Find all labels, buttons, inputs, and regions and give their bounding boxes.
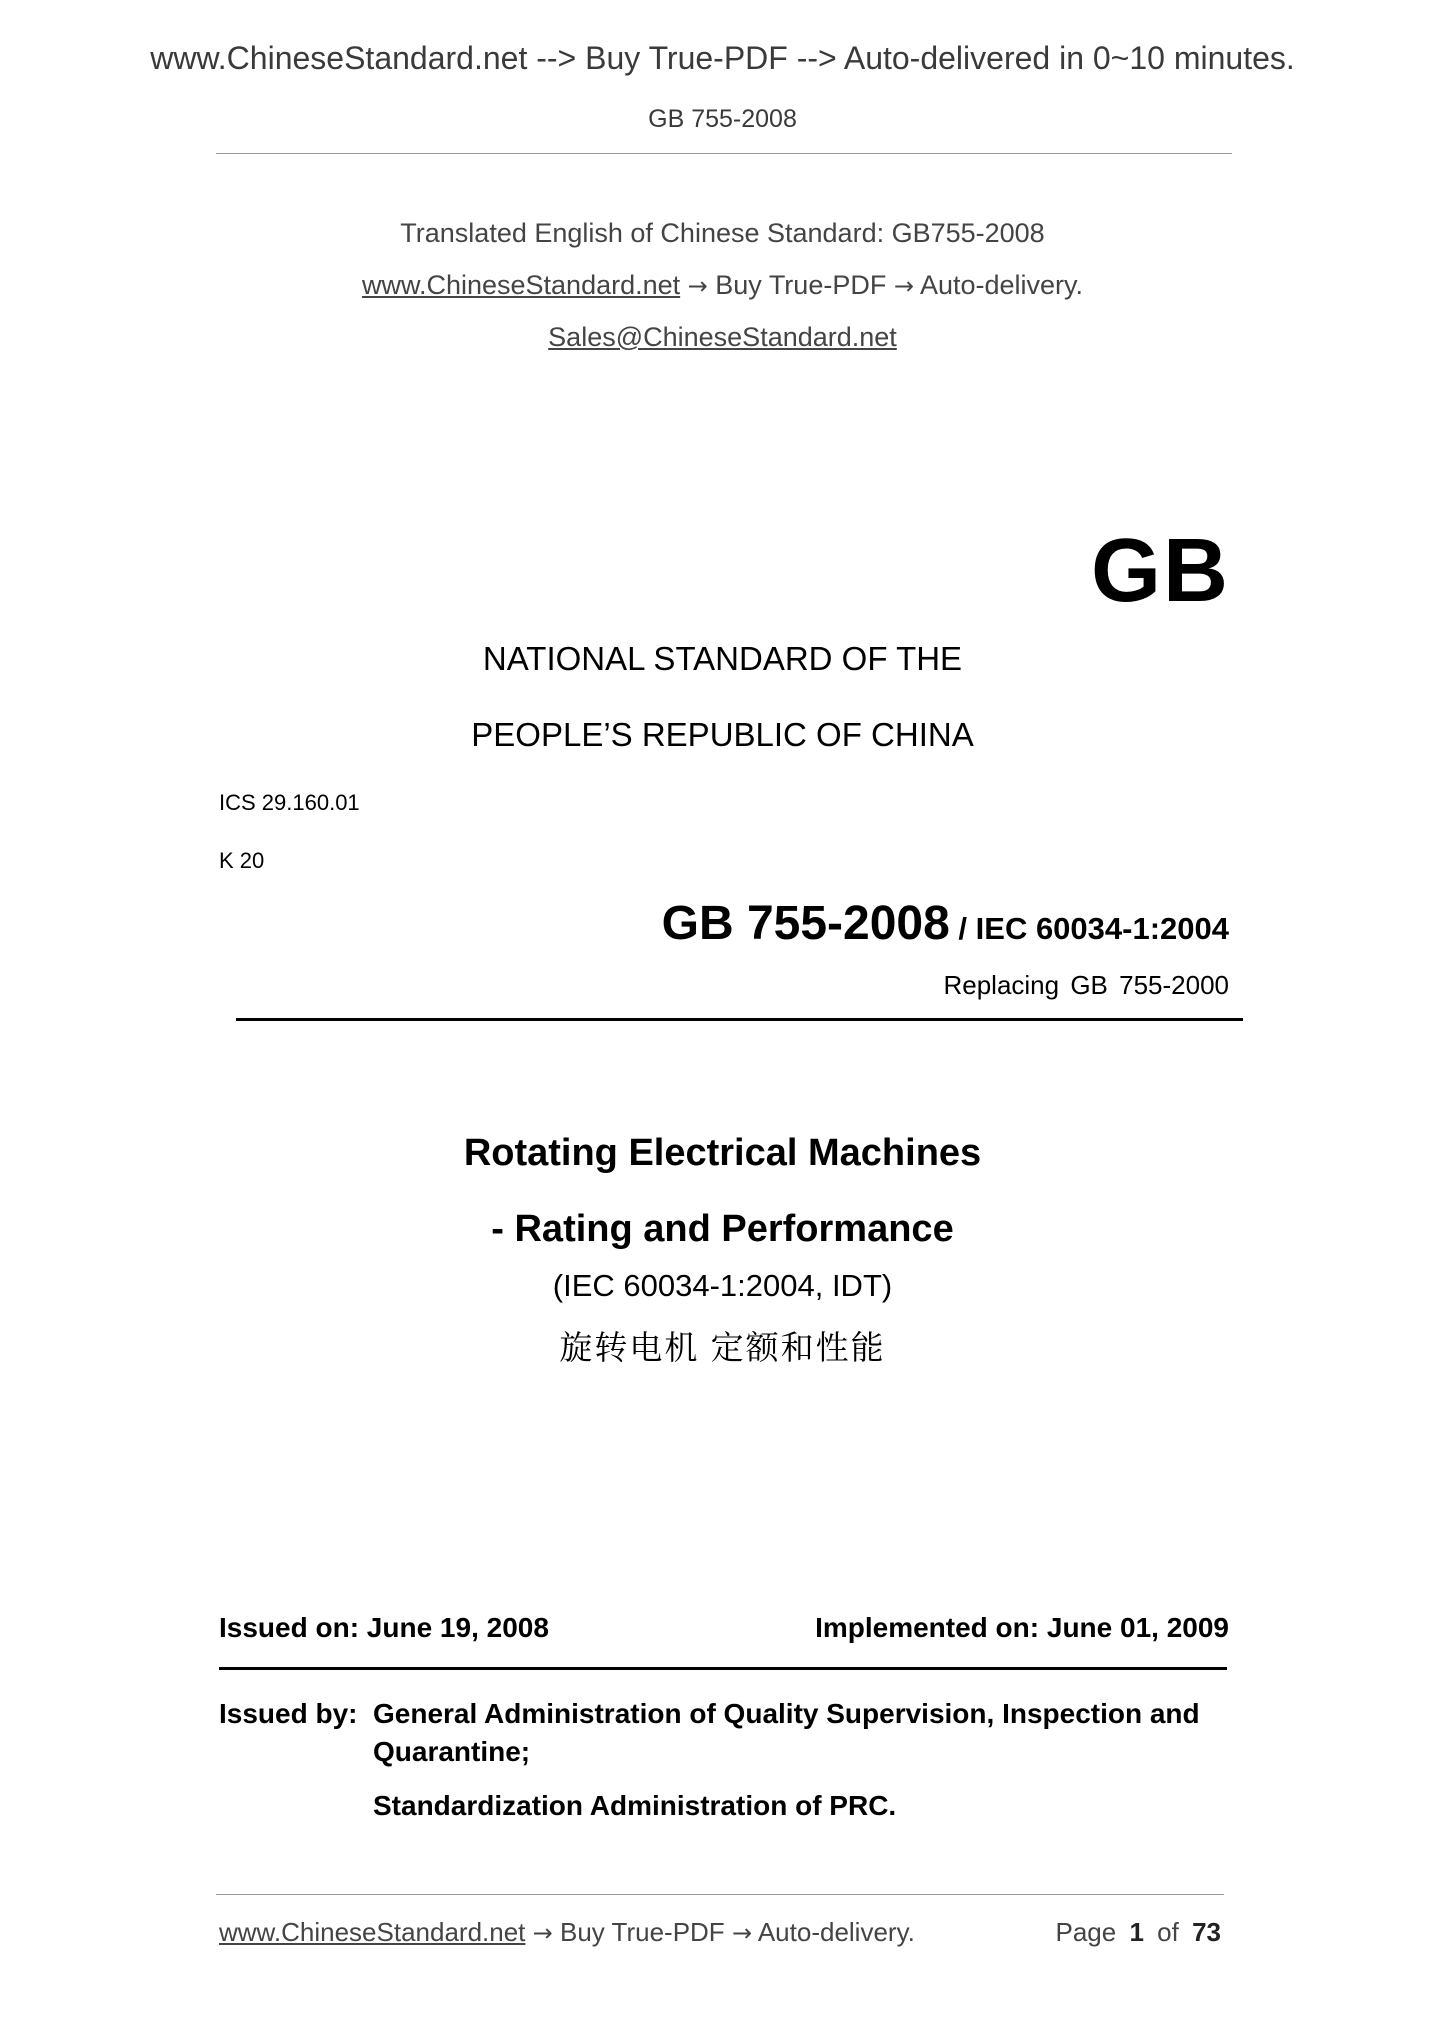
arrow-right-icon: →: [687, 272, 708, 300]
issued-by-label: Issued by:: [219, 1698, 358, 1729]
document-title-line-1: Rotating Electrical Machines: [463, 1132, 982, 1174]
issuer-2: Standardization Administration of PRC.: [373, 1790, 897, 1821]
main-divider: [236, 1018, 1243, 1021]
ics-code: ICS 29.160.01: [219, 790, 360, 815]
footer-delivery-text: Auto-delivery.: [757, 1917, 915, 1947]
gb-logo: GB: [1091, 521, 1230, 621]
implemented-on-date: Implemented on: June 01, 2009: [815, 1612, 1229, 1643]
of-label: of: [1157, 1917, 1179, 1947]
issuer-1-line-1: General Administration of Quality Supervision, Inspection and: [373, 1698, 1200, 1729]
delivery-text: Auto-delivery.: [919, 270, 1084, 300]
standard-number-line: [662, 896, 1229, 951]
document-title-line-2: - Rating and Performance: [491, 1208, 954, 1250]
intro-link-line: [0, 270, 1445, 301]
sales-email-link[interactable]: Sales@ChineseStandard.net: [548, 322, 897, 352]
arrow-right-icon: →: [893, 272, 914, 300]
iec-number: / IEC 60034-1:2004: [949, 911, 1229, 946]
site-link[interactable]: www.ChineseStandard.net: [361, 270, 681, 300]
dates-divider: [219, 1667, 1227, 1670]
footer-divider: [216, 1894, 1224, 1895]
footer-link-line: [219, 1917, 915, 1948]
total-pages: 73: [1192, 1917, 1221, 1947]
footer-site-link[interactable]: www.ChineseStandard.net: [219, 1917, 526, 1947]
intro-email-line: [0, 322, 1445, 353]
replacing-note: Replacing GB 755-2000: [943, 970, 1229, 1000]
k-code: K 20: [219, 848, 265, 873]
page-number: 1: [1129, 1917, 1144, 1947]
issuer-1-line-2: Quarantine;: [373, 1736, 531, 1767]
intro-title: Translated English of Chinese Standard: GB755-2008: [400, 218, 1045, 248]
header-divider: [216, 153, 1232, 154]
standard-number: GB 755-2008: [661, 897, 950, 950]
issued-on-date: Issued on: June 19, 2008: [219, 1612, 549, 1643]
buy-text: Buy True-PDF: [715, 270, 887, 300]
page-indicator: [1055, 1917, 1221, 1948]
footer-buy-text: Buy True-PDF: [559, 1917, 725, 1947]
arrow-right-icon: →: [731, 1919, 753, 1947]
page-label: Page: [1055, 1917, 1117, 1947]
national-standard-line-1: NATIONAL STANDARD OF THE: [482, 640, 963, 677]
national-standard-line-2: PEOPLE’S REPUBLIC OF CHINA: [471, 716, 974, 753]
document-title-equivalence: (IEC 60034-1:2004, IDT): [552, 1268, 893, 1303]
top-banner: www.ChineseStandard.net --> Buy True-PDF --> Auto-delivered in 0~10 minutes.: [150, 40, 1295, 76]
arrow-right-icon: →: [532, 1919, 553, 1947]
header-standard-code: GB 755-2008: [648, 105, 797, 133]
document-title-chinese: 旋转电机 定额和性能: [559, 1329, 886, 1366]
